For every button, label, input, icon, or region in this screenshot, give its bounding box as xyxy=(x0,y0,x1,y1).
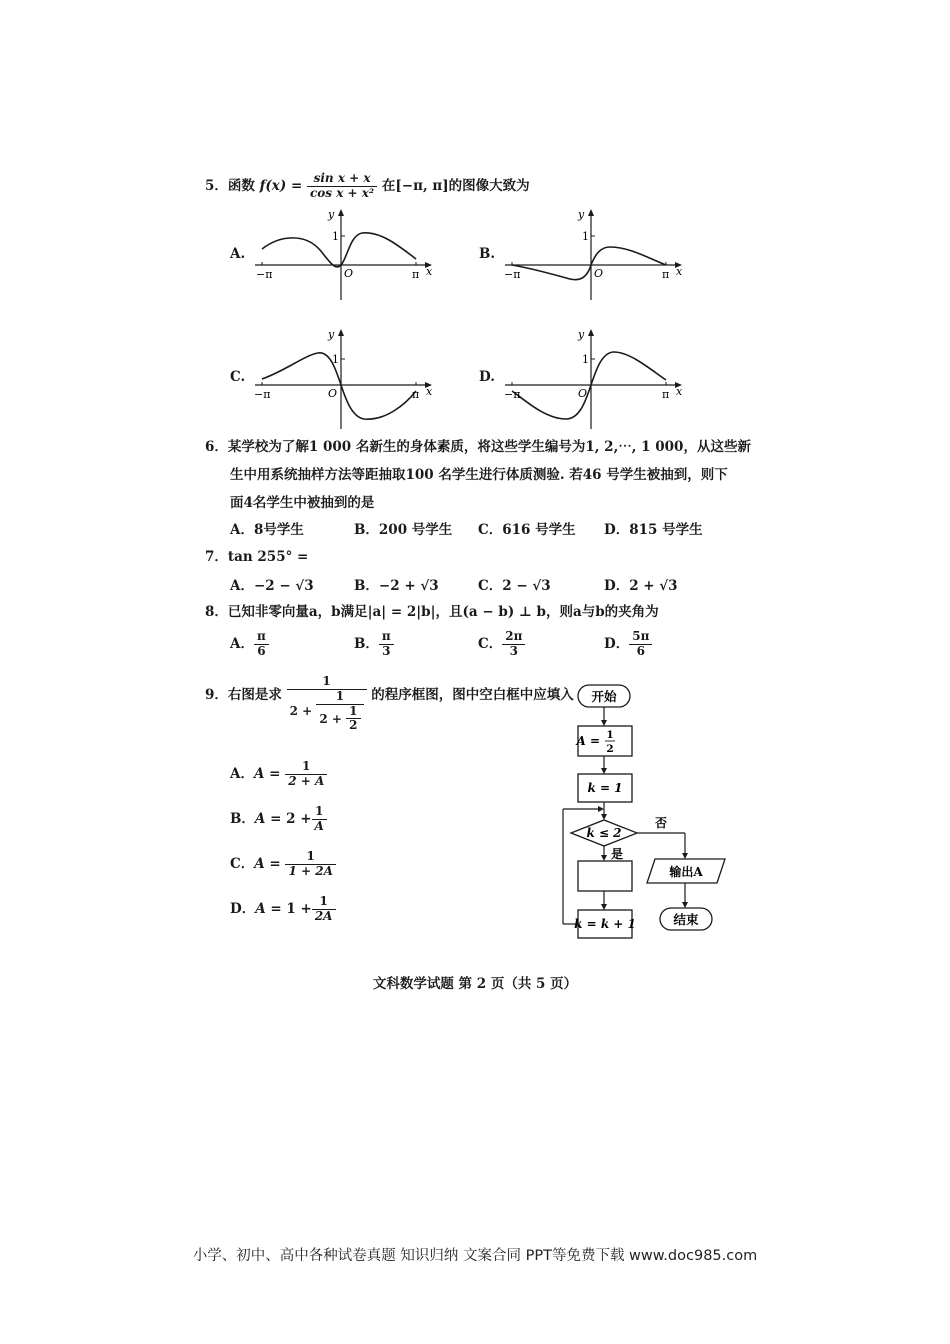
flow-assign-a-num: 1 xyxy=(606,729,614,741)
page-footer: 文科数学试题 第 2 页（共 5 页） xyxy=(372,976,578,992)
flow-arrowhead-2 xyxy=(601,768,607,774)
q7-option-c: C．2 − √3 xyxy=(478,578,551,594)
graph-b-x-label: x xyxy=(676,265,683,278)
q9-option-a xyxy=(230,760,327,789)
graph-b-y-arrow xyxy=(588,209,594,216)
q8-option-b xyxy=(354,630,394,659)
flow-start-text: 开始 xyxy=(591,689,617,704)
flow-arrowhead-1 xyxy=(601,720,607,726)
q9-frac-inner2 xyxy=(346,705,360,734)
q9-option-d-frac xyxy=(312,895,336,924)
q9-option-d-num: 1 xyxy=(312,895,336,910)
graph-d-origin: O xyxy=(578,387,588,400)
q9-stem xyxy=(205,675,574,733)
graph-c-origin: O xyxy=(328,387,338,400)
q8-option-b-frac xyxy=(379,630,394,659)
q8-stem xyxy=(205,600,659,620)
q9-option-c-num: 1 xyxy=(285,850,335,865)
q9-option-b-lhs: A = xyxy=(254,810,282,827)
graph-d-y-label: y xyxy=(578,328,585,341)
q9-frac-den-lead: 2 + xyxy=(289,704,313,718)
graph-a xyxy=(250,205,440,305)
flow-arrowhead-4 xyxy=(601,904,607,910)
q9-option-a-num: 1 xyxy=(285,760,327,775)
q5-suffix: 在[−π, π]的图像大致为 xyxy=(381,177,530,194)
q8-option-c-frac xyxy=(502,630,525,659)
graph-d-pi: π xyxy=(662,388,670,401)
q9-option-b xyxy=(230,805,327,834)
flow-assign-k-text: k = 1 xyxy=(587,781,623,795)
graph-c-y-label: y xyxy=(328,328,335,341)
q8-number: 8． xyxy=(205,604,228,620)
q5-func-name: f(x) = xyxy=(259,177,303,194)
graph-c xyxy=(250,325,440,433)
q9-number: 9． xyxy=(205,687,228,703)
q9-frac-inner-num: 1 xyxy=(316,690,363,705)
q9-option-a-lhs: A = xyxy=(253,765,281,782)
q9-option-d-label: D． xyxy=(230,900,256,917)
flow-no-arrowhead xyxy=(682,853,688,859)
q8-option-a-label: A． xyxy=(230,635,254,652)
q9-option-b-lead: 2 + xyxy=(286,810,312,827)
q9-frac-inner2-num: 1 xyxy=(346,705,360,720)
flow-output-text: 输出A xyxy=(669,865,703,879)
q9-option-a-frac xyxy=(285,760,327,789)
flow-arrowhead-out xyxy=(682,902,688,908)
q6-line1 xyxy=(205,435,751,455)
q9-frac-inner-den-lead: 2 + xyxy=(319,711,342,726)
flow-increment-text: k = k + 1 xyxy=(574,917,636,931)
q8-option-d xyxy=(604,630,652,659)
q7-stem xyxy=(205,545,308,565)
graph-b-pi: π xyxy=(662,268,670,281)
graph-a-x-label: x xyxy=(426,265,433,278)
q9-continued-fraction xyxy=(287,675,367,733)
graph-c-x-label: x xyxy=(426,385,433,398)
q9-option-c-den: 1 + 2A xyxy=(288,863,333,878)
graph-c-pi: π xyxy=(412,388,420,401)
flow-assign-a-den: 2 xyxy=(606,743,614,755)
flow-condition-text: k ≤ 2 xyxy=(586,826,622,840)
q9-option-d xyxy=(230,895,336,924)
graph-d-neg-pi: −π xyxy=(504,388,521,401)
q8-option-a xyxy=(230,630,269,659)
flow-assign-a-lhs: A = xyxy=(576,734,600,748)
q9-frac-num: 1 xyxy=(287,675,367,690)
q8-option-a-frac xyxy=(254,630,269,659)
q8-option-c-num: 2π xyxy=(502,630,525,645)
graph-d xyxy=(500,325,690,433)
q9-frac-inner-den xyxy=(316,705,363,734)
q9-frac-inner xyxy=(316,690,363,733)
q8-option-b-num: π xyxy=(379,630,394,645)
flow-arrowhead-3 xyxy=(601,814,607,820)
graph-a-label: A. xyxy=(230,246,246,262)
q9-option-d-den: 2A xyxy=(314,908,333,923)
q7-option-b: B．−2 + √3 xyxy=(354,578,439,594)
q5-numerator: sin x + x xyxy=(307,172,377,187)
q8-option-a-num: π xyxy=(254,630,269,645)
graph-b-curve xyxy=(512,247,666,280)
q7-stem-text: tan 255° = xyxy=(227,549,309,565)
graph-b-one: 1 xyxy=(582,230,589,243)
graph-a-neg-pi: −π xyxy=(256,268,273,281)
graph-d-label: D. xyxy=(479,369,495,385)
q9-option-c-label: C． xyxy=(230,855,255,872)
q8-option-d-num: 5π xyxy=(629,630,652,645)
q9-prefix: 右图是求 xyxy=(227,687,282,703)
q5-fraction xyxy=(307,172,377,201)
q9-option-c-lhs: A = xyxy=(254,855,281,872)
q8-option-d-frac xyxy=(629,630,652,659)
graph-a-pi: π xyxy=(412,268,420,281)
graph-b-origin: O xyxy=(594,267,604,280)
q6-line3: 面4名学生中被抽到的是 xyxy=(230,495,375,511)
q9-option-b-label: B． xyxy=(230,810,255,827)
graph-a-y-label: y xyxy=(328,208,335,221)
q8-option-b-den: 3 xyxy=(382,643,391,658)
graph-c-curve xyxy=(262,353,416,419)
graph-c-label: C. xyxy=(230,369,246,385)
flow-loop-arrowhead xyxy=(598,806,604,812)
flow-yes-label: 是 xyxy=(611,847,624,861)
q9-option-b-num: 1 xyxy=(312,805,327,820)
graph-c-one: 1 xyxy=(332,353,339,366)
q9-option-d-lhs: A = xyxy=(255,900,282,917)
q8-option-c-den: 3 xyxy=(509,643,518,658)
q6-option-d: D．815 号学生 xyxy=(604,522,703,538)
q5-prefix: 函数 xyxy=(227,177,255,194)
graph-d-one: 1 xyxy=(582,353,589,366)
q9-flowchart xyxy=(555,680,755,945)
graph-b-y-label: y xyxy=(578,208,585,221)
q6-option-c: C．616 号学生 xyxy=(478,522,576,538)
graph-c-neg-pi: −π xyxy=(254,388,271,401)
q5-denominator: cos x + x² xyxy=(309,185,375,200)
q6-option-b: B．200 号学生 xyxy=(354,522,453,538)
q9-option-a-den: 2 + A xyxy=(288,773,325,788)
graph-b xyxy=(500,205,690,305)
q8-option-b-label: B． xyxy=(354,635,379,652)
q9-option-c-frac xyxy=(285,850,335,879)
q5-number: 5． xyxy=(205,177,228,194)
q6-line2: 生中用系统抽样方法等距抽取100 名学生进行体质测验. 若46 号学生被抽到，则下 xyxy=(230,467,728,483)
q8-option-d-label: D． xyxy=(604,635,630,652)
flow-blank-node xyxy=(578,861,632,891)
graph-a-y-arrow xyxy=(338,209,344,216)
q7-option-a: A．−2 − √3 xyxy=(230,578,314,594)
graph-a-origin: O xyxy=(344,267,354,280)
flow-end-text: 结束 xyxy=(673,912,699,927)
graph-d-y-arrow xyxy=(588,329,594,336)
flow-yes-arrowhead xyxy=(601,855,607,861)
flow-no-label: 否 xyxy=(655,816,668,830)
graph-b-neg-pi: −π xyxy=(504,268,521,281)
q8-stem-text: 已知非零向量a，b满足|a| = 2|b|，且(a − b) ⊥ b，则a与b的夹角为 xyxy=(227,604,659,620)
download-ad-line: 小学、初中、高中各种试卷真题 知识归纳 文案合同 PPT等免费下载 www.doc985.com xyxy=(192,1248,758,1264)
q8-option-a-den: 6 xyxy=(257,643,266,658)
graph-d-x-label: x xyxy=(676,385,683,398)
q9-frac-inner2-den: 2 xyxy=(349,718,358,733)
q8-option-c xyxy=(478,630,525,659)
q9-option-a-label: A． xyxy=(230,765,254,782)
q6-number: 6． xyxy=(205,439,228,455)
q5-stem xyxy=(205,172,530,201)
q8-option-d-den: 6 xyxy=(636,643,645,658)
q9-option-b-frac xyxy=(312,805,327,834)
graph-a-curve xyxy=(262,233,416,267)
q9-option-d-lead: 1 + xyxy=(286,900,312,917)
q9-option-c xyxy=(230,850,336,879)
q8-option-c-label: C． xyxy=(478,635,503,652)
q6-line1-text: 某学校为了解1 000 名新生的身体素质，将这些学生编号为1, 2,⋯, 1 000，从这些新 xyxy=(227,439,751,455)
q9-option-b-den: A xyxy=(314,818,324,833)
q7-option-d: D．2 + √3 xyxy=(604,578,678,594)
q9-frac-den xyxy=(287,690,367,733)
q7-number: 7． xyxy=(205,549,228,565)
q9-suffix: 的程序框图，图中空白框中应填入 xyxy=(371,687,574,703)
graph-c-y-arrow xyxy=(338,329,344,336)
graph-a-one: 1 xyxy=(332,230,339,243)
q6-option-a: A．8号学生 xyxy=(230,522,304,538)
graph-b-label: B. xyxy=(479,246,496,262)
